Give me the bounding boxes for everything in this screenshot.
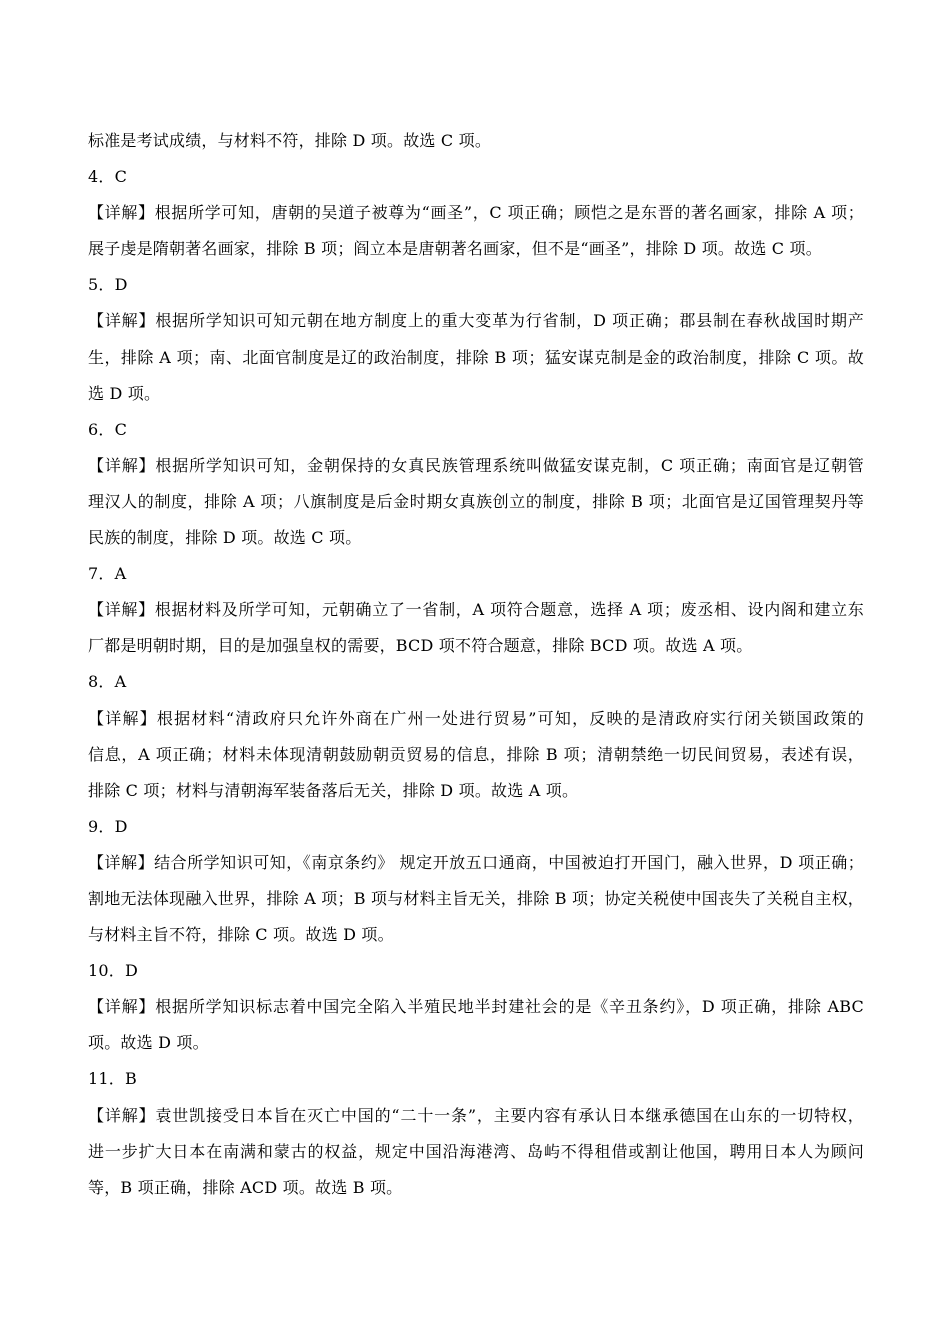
text-line: 厂都是明朝时期，目的是加强皇权的需要，BCD 项不符合题意，排除 BCD 项。故选 A 项。 — [88, 636, 753, 656]
text-line: 选 D 项。 — [88, 383, 161, 403]
text-line: 【详解】结合所学知识可知，《南京条约》 规定开放五口通商，中国被迫打开国门，融入世界，D 项正确； — [88, 852, 864, 872]
text-line: 展子虔是隋朝著名画家，排除 B 项；阎立本是唐朝著名画家，但不是“画圣”，排除 D 项。故选 C 项。 — [88, 239, 822, 259]
text-line: 【详解】根据所学知识可知元朝在地方制度上的重大变革为行省制，D 项正确；郡县制在春秋战国时期产 — [88, 311, 864, 331]
text-line: 【详解】根据所学可知，唐朝的吴道子被尊为“画圣”，C 项正确；顾恺之是东晋的著名画家，排除 A 项； — [88, 203, 864, 223]
text-line: 与材料主旨不符，排除 C 项。故选 D 项。 — [88, 925, 394, 945]
text-line: 民族的制度，排除 D 项。故选 C 项。 — [88, 528, 362, 548]
text-line: 排除 C 项；材料与清朝海军装备落后无关，排除 D 项。故选 A 项。 — [88, 780, 579, 800]
text-line: 割地无法体现融入世界，排除 A 项；B 项与材料主旨无关，排除 B 项；协定关税使中国丧失了关税自主权， — [88, 888, 864, 908]
text-line: 项。故选 D 项。 — [88, 1033, 209, 1053]
text-line: 生，排除 A 项；南、北面官制度是辽的政治制度，排除 B 项；猛安谋克制是金的政治制度，排除 C 项。故 — [88, 347, 864, 367]
text-line: 【详解】根据材料“清政府只允许外商在广州一处进行贸易”可知，反映的是清政府实行闭关锁国政策的 — [88, 708, 864, 728]
answer-explanations — [88, 123, 864, 1206]
question-number: 7．A — [88, 564, 127, 584]
text-line: 标准是考试成绩，与材料不符，排除 D 项。故选 C 项。 — [88, 131, 492, 150]
text-line: 【详解】根据材料及所学可知，元朝确立了一省制，A 项符合题意，选择 A 项；废丞相、设内阁和建立东 — [88, 600, 864, 620]
text-line: 信息，A 项正确；材料未体现清朝鼓励朝贡贸易的信息，排除 B 项；清朝禁绝一切民间贸易，表述有误， — [88, 744, 864, 764]
text-line: 进一步扩大日本在南满和蒙古的权益，规定中国沿海港湾、岛屿不得租借或割让他国，聘用日本人为顾问 — [88, 1141, 864, 1161]
question-number: 11．B — [88, 1069, 137, 1089]
text-line: 【详解】袁世凯接受日本旨在灭亡中国的“二十一条”，主要内容有承认日本继承德国在山东的一切特权， — [88, 1105, 864, 1125]
text-line: 【详解】根据所学知识标志着中国完全陷入半殖民地半封建社会的是《辛丑条约》，D 项正确，排除 ABC — [88, 997, 864, 1017]
question-number: 4．C — [88, 167, 128, 187]
text-line: 等，B 项正确，排除 ACD 项。故选 B 项。 — [88, 1177, 403, 1197]
question-number: 6．C — [88, 419, 128, 439]
question-number: 5．D — [88, 275, 128, 295]
question-number: 9．D — [88, 816, 128, 836]
question-number: 10．D — [88, 961, 138, 981]
text-line: 【详解】根据所学知识可知，金朝保持的女真民族管理系统叫做猛安谋克制，C 项正确；南面官是辽朝管 — [88, 455, 864, 475]
question-number: 8．A — [88, 672, 127, 692]
text-line: 理汉人的制度，排除 A 项；八旗制度是后金时期女真族创立的制度，排除 B 项；北面官是辽国管理契丹等 — [88, 491, 864, 511]
